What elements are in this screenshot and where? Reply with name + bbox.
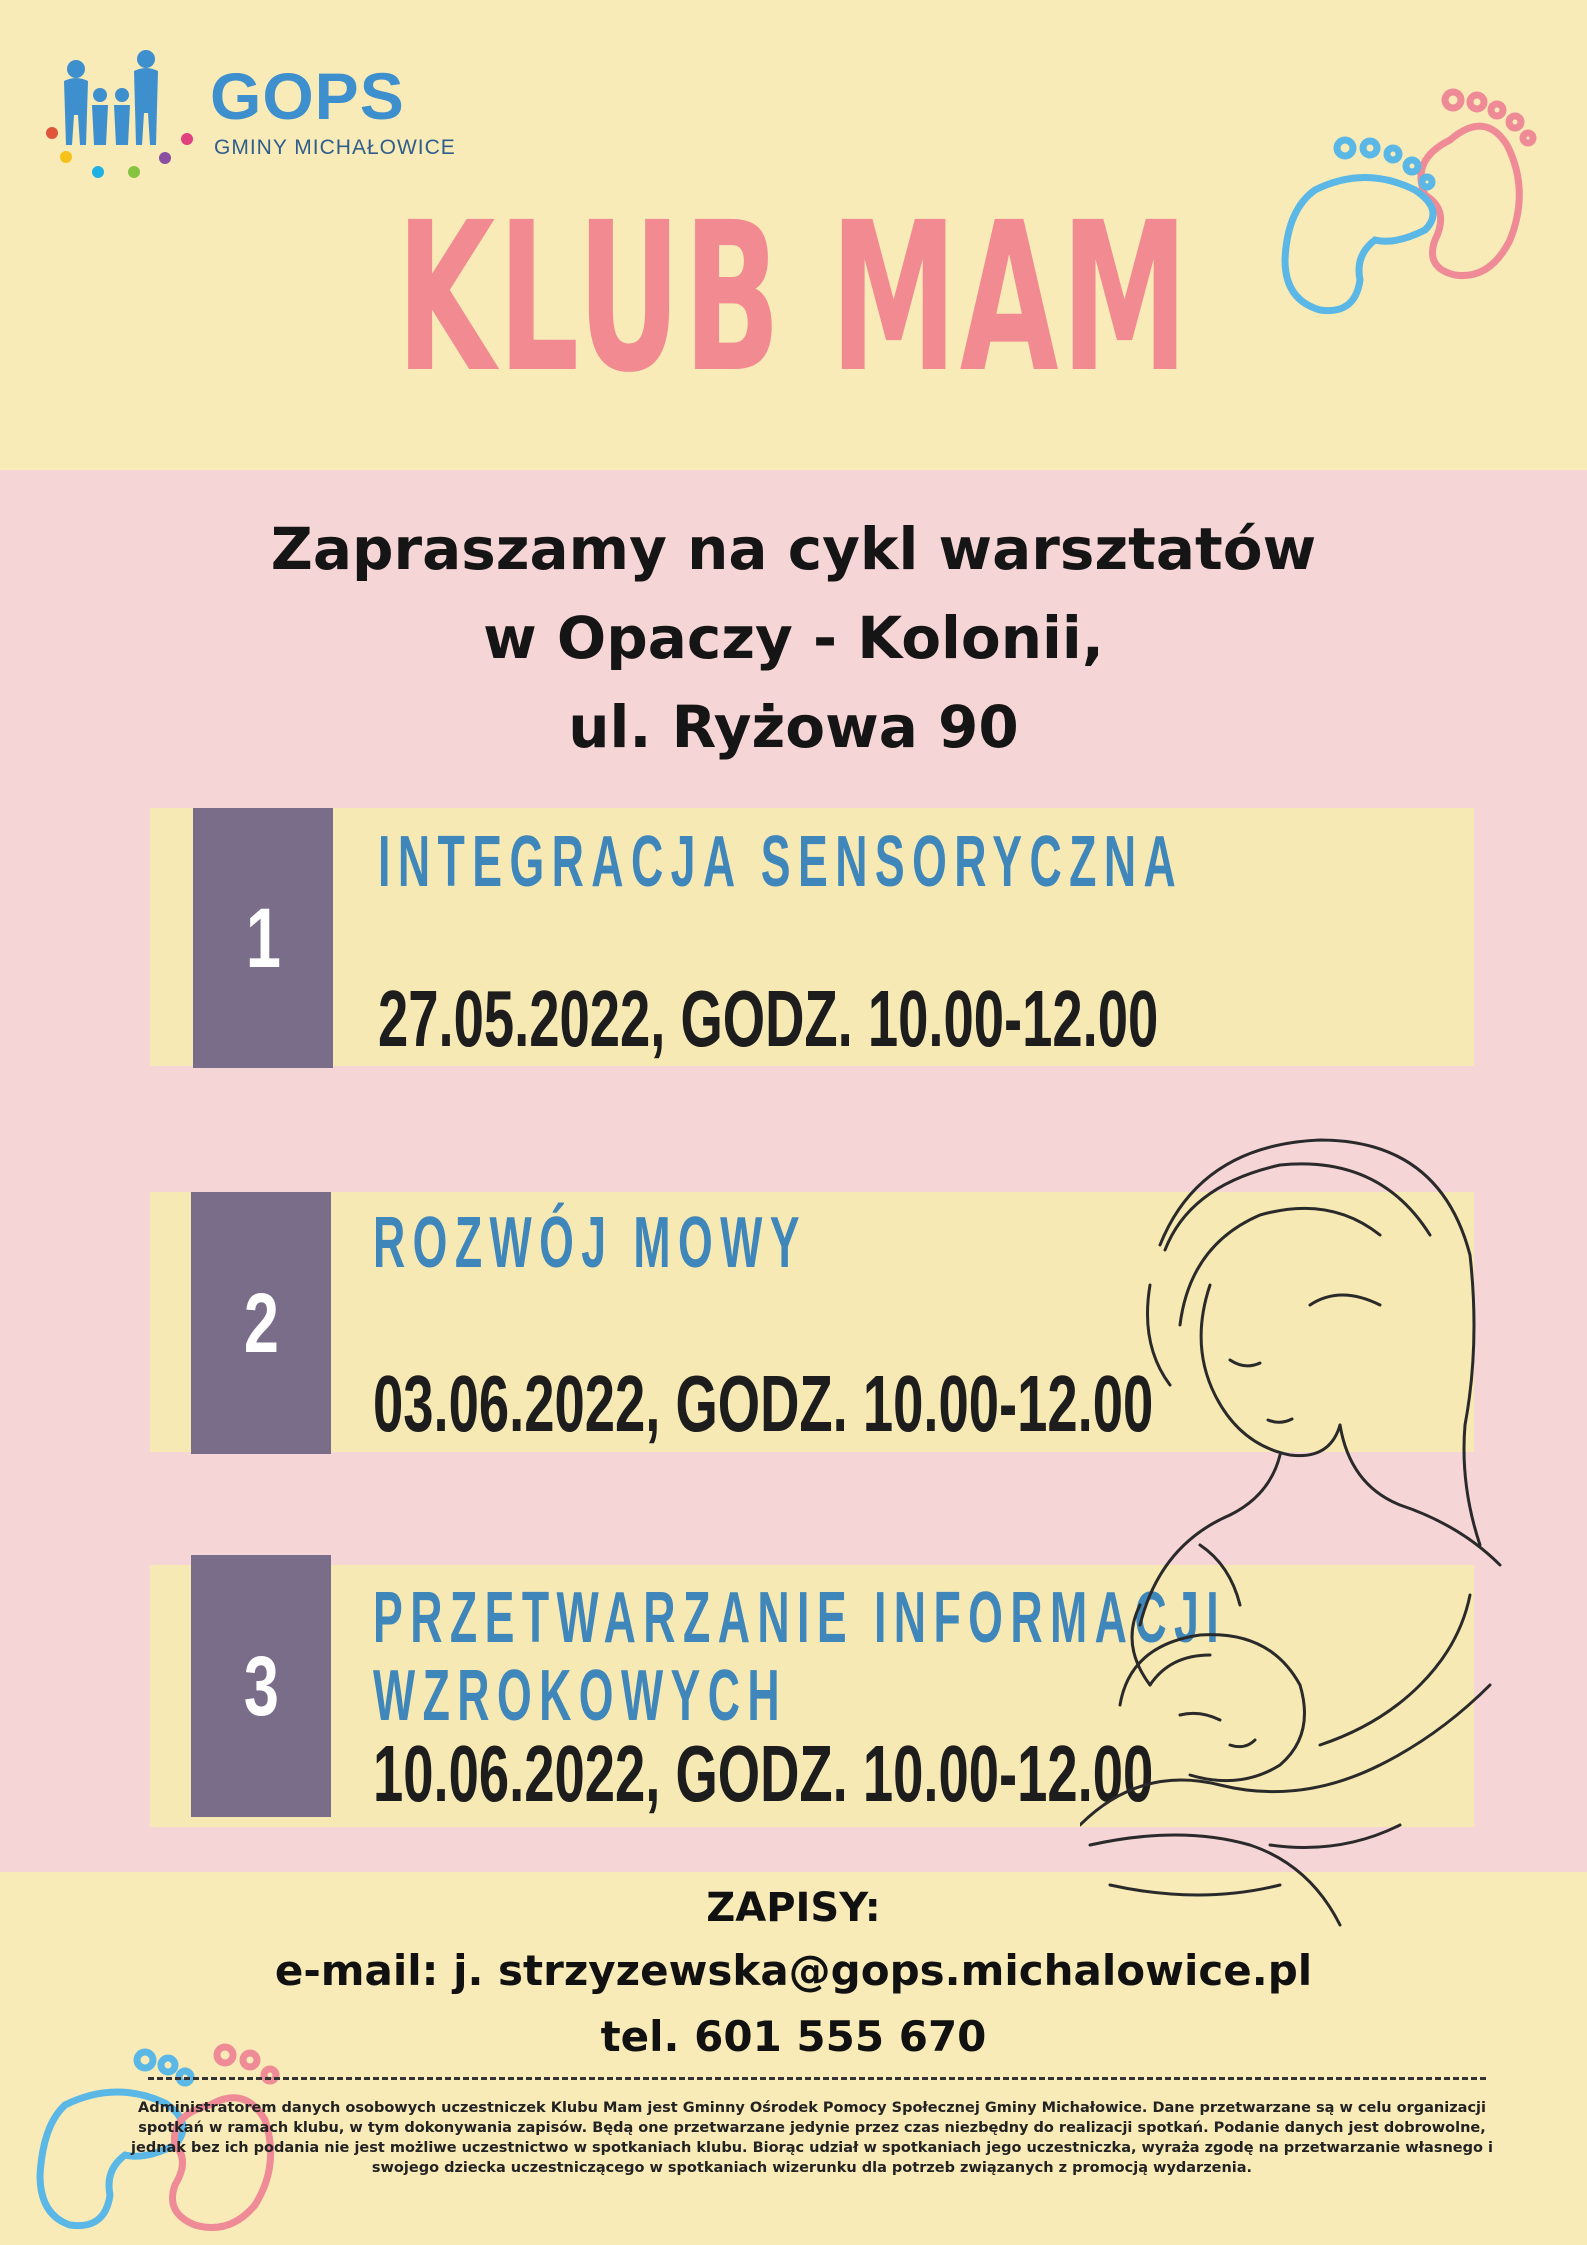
logo-subtitle: GMINY MICHAŁOWICE <box>214 136 456 159</box>
divider <box>148 2077 1486 2080</box>
intro-text <box>0 505 1587 772</box>
workshop-number-2: 2 <box>191 1192 331 1454</box>
workshop-title-3-line-1: PRZETWARZANIE INFORMACJI <box>373 1578 1227 1658</box>
workshop-number-1: 1 <box>193 808 333 1068</box>
workshop-date-3: 10.06.2022, GODZ. 10.00-12.00 <box>373 1729 1154 1818</box>
workshop-title-1: INTEGRACJA SENSORYCZNA <box>378 822 1184 902</box>
signup-heading: ZAPISY: <box>706 1885 881 1931</box>
intro-line-1: Zapraszamy na cykl warsztatów <box>270 515 1317 583</box>
signup-phone[interactable]: tel. 601 555 670 <box>600 2012 987 2061</box>
workshop-date-2: 03.06.2022, GODZ. 10.00-12.00 <box>373 1359 1154 1448</box>
intro-line-3: ul. Ryżowa 90 <box>568 693 1019 761</box>
workshop-title-2: ROZWÓJ MOWY <box>373 1203 807 1283</box>
mother-baby-illustration <box>1080 1125 1580 1965</box>
workshop-date-1: 27.05.2022, GODZ. 10.00-12.00 <box>378 974 1159 1063</box>
workshop-title-3-line-2: WZROKOWYCH <box>373 1656 788 1736</box>
intro-line-2: w Opaczy - Kolonii, <box>483 604 1104 672</box>
signup-email[interactable]: e-mail: j. strzyzewska@gops.michalowice.pl <box>274 1946 1313 1995</box>
page-title: KLUB MAM <box>396 178 1191 418</box>
workshop-number-3: 3 <box>191 1555 331 1817</box>
gdpr-footnote: Administratorem danych osobowych uczestniczek Klubu Mam jest Gminny Ośrodek Pomocy Społecznej Gminy Michałowice. Dane przetwarzane są w celu organizacji spotkań w ramach klubu, w tym dokonywania zapisów. Będą one przetwarzane jedynie przez czas niezbędny do realizacji spotkań. Podanie danych jest dobrowolne, jednak bez ich podania nie jest możliwe uczestnictwo w spotkaniach klubu. Biorąc udział w spotkaniach jego uczestniczka, wyraża zgodę na przetwarzanie własnego i swojego dziecka uczestniczącego w spotkaniach wizerunku dla potrzeb związanych z promocją wydarzenia. <box>131 2100 1493 2176</box>
family-logo-icon <box>40 45 210 185</box>
logo-name: GOPS <box>210 59 405 133</box>
footprints-icon <box>1275 80 1560 330</box>
